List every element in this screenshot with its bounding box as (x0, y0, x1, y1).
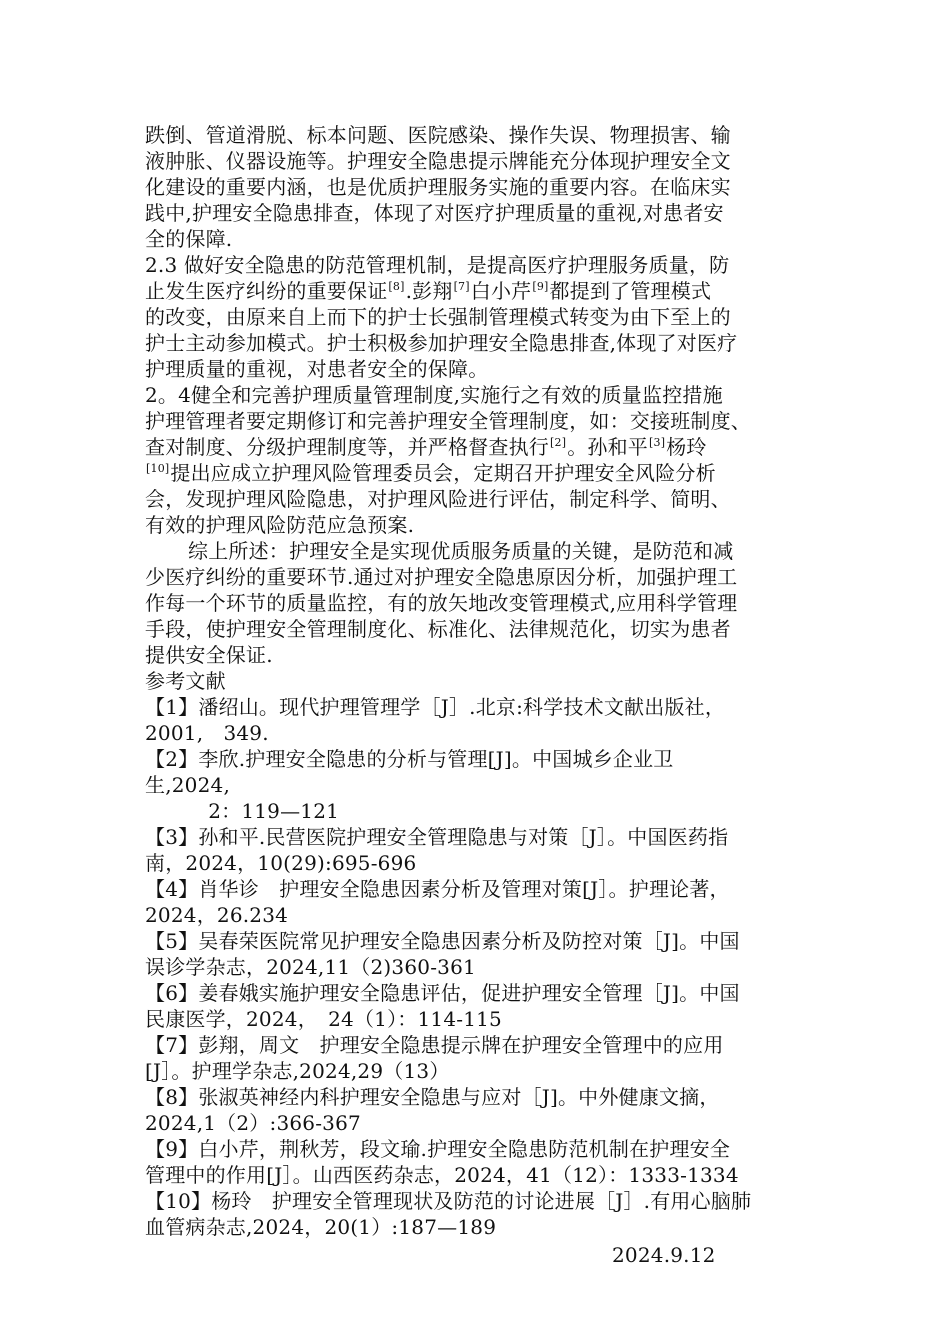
citation-text: 提出应成立护理风险管理委员会，定期召开护理安全风险分析 (170, 461, 716, 485)
body-line-with-citations (145, 278, 711, 304)
reference-line: 管理中的作用[J］。山西医药杂志，2024，41（12）：1333-1334 (145, 1163, 739, 1187)
reference-line: 【4】肖华诊 护理安全隐患因素分析及管理对策[J］。护理论著， (145, 877, 730, 901)
section-2-3-heading-line: 2.3 做好安全隐患的防范管理机制，是提高医疗护理服务质量，防 (145, 253, 730, 277)
body-line: 践中,护理安全隐患排查，体现了对医疗护理质量的重视,对患者安 (145, 201, 724, 225)
citation-marker: [8] (388, 280, 405, 293)
body-line: 化建设的重要内涵，也是优质护理服务实施的重要内容。在临床实 (145, 175, 731, 199)
citation-text: 查对制度、分级护理制度等，并严格督查执行 (145, 435, 549, 459)
body-line: 的改变，由原来自上而下的护士长强制管理模式转变为由下至上的 (145, 305, 731, 329)
body-line: 护士主动参加模式。护士积极参加护理安全隐患排查,体现了对医疗 (145, 331, 738, 355)
citation-marker: [3] (649, 436, 666, 449)
reference-line: 2：119—121 (188, 799, 340, 823)
summary-line: 手段，使护理安全管理制度化、标准化、法律规范化，切实为患者 (145, 617, 731, 641)
body-line: 液肿胀、仪器设施等。护理安全隐患提示牌能充分体现护理安全文 (145, 149, 731, 173)
body-line: 全的保障. (145, 227, 233, 251)
citation-marker: [9] (532, 280, 549, 293)
summary-line: 少医疗纠纷的重要环节.通过对护理安全隐患原因分析，加强护理工 (145, 565, 738, 589)
citation-text: .彭翔 (405, 279, 453, 303)
reference-line: 【3】孙和平.民营医院护理安全管理隐患与对策［J］。中国医药指 (145, 825, 729, 849)
citation-text: 都提到了管理模式 (549, 279, 712, 303)
summary-line: 作每一个环节的质量监控，有的放矢地改变管理模式,应用科学管理 (145, 591, 738, 615)
citation-marker: [10] (146, 462, 170, 475)
reference-line: 2024,1（2）:366-367 (145, 1111, 361, 1135)
reference-line: 【2】李欣.护理安全隐患的分析与管理[J]。中国城乡企业卫 (145, 747, 674, 771)
reference-line: 【7】彭翔，周文 护理安全隐患提示牌在护理安全管理中的应用 (145, 1033, 724, 1057)
body-line: 会，发现护理风险隐患，对护理风险进行评估，制定科学、简明、 (145, 487, 731, 511)
citation-text: 杨玲 (666, 435, 707, 459)
body-line: 护理质量的重视，对患者安全的保障。 (145, 357, 489, 381)
reference-line: 误诊学杂志，2024,11（2)360-361 (145, 955, 476, 979)
document-date: 2024.9.12 (612, 1243, 716, 1267)
citation-marker: [2] (550, 436, 567, 449)
body-line-with-citations (145, 434, 707, 460)
reference-line: 血管病杂志,2024，20(1）:187—189 (145, 1215, 497, 1239)
reference-line: 【6】姜春娥实施护理安全隐患评估，促进护理安全管理［J]。中国 (145, 981, 740, 1005)
reference-line: 2001, 349. (145, 721, 269, 745)
reference-line: 民康医学，2024， 24（1）：114-115 (145, 1007, 502, 1031)
section-2-4-heading-line: 2。4健全和完善护理质量管理制度,实施行之有效的质量监控措施 (145, 383, 723, 407)
body-line: 护理管理者要定期修订和完善护理安全管理制度，如：交接班制度、 (145, 409, 751, 433)
citation-text: 白小芹 (470, 279, 532, 303)
summary-first-line: 综上所述：护理安全是实现优质服务质量的关键，是防范和减 (188, 539, 734, 563)
reference-line: 【10】杨玲 护理安全管理现状及防范的讨论进展［J］.有用心脑肺 (145, 1189, 752, 1213)
body-line-with-citations (145, 460, 716, 486)
reference-line: 2024，26.234 (145, 903, 289, 927)
citation-marker: [7] (453, 280, 470, 293)
reference-line: 【1】潘绍山。现代护理管理学［J］.北京:科学技术文献出版社， (145, 695, 726, 719)
reference-line: 南，2024，10(29):695-696 (145, 851, 417, 875)
summary-line: 提供安全保证. (145, 643, 273, 667)
citation-text: 。孙和平 (567, 435, 648, 459)
reference-line: 生,2024, (145, 773, 231, 797)
body-line: 跌倒、管道滑脱、标本问题、医院感染、操作失误、物理损害、输 (145, 123, 731, 147)
reference-line: 【9】白小芹，荆秋芳，段文瑜.护理安全隐患防范机制在护理安全 (145, 1137, 731, 1161)
reference-line: 【5】吴春荣医院常见护理安全隐患因素分析及防控对策［J]。中国 (145, 929, 740, 953)
references-heading: 参考文献 (145, 669, 226, 693)
reference-line: 【8】张淑英神经内科护理安全隐患与应对［J]。中外健康文摘， (145, 1085, 720, 1109)
reference-line: [J］。护理学杂志,2024,29（13） (145, 1059, 450, 1083)
citation-text: 止发生医疗纠纷的重要保证 (145, 279, 388, 303)
body-line: 有效的护理风险防范应急预案. (145, 513, 415, 537)
